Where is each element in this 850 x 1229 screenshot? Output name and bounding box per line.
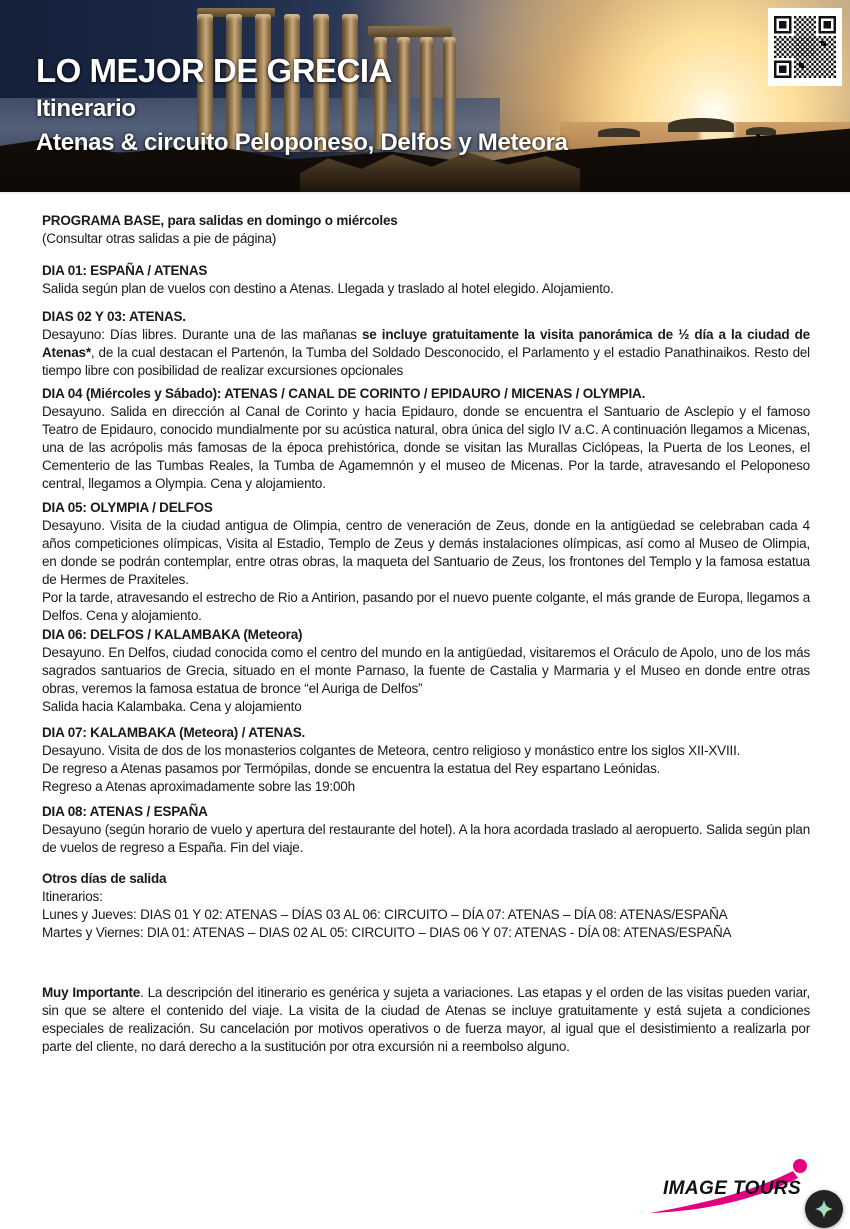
day-heading: DIA 01: ESPAÑA / ATENAS (42, 263, 208, 278)
day-section-08 (42, 803, 810, 857)
sparkle-icon (812, 1197, 836, 1221)
day-paragraph: Desayuno: Días libres. Durante una de las mañanas se incluye gratuitamente la visita panorámica de ½ día a la ciudad de Atenas*, de la cual destacan el Partenón, la Tumba del Soldado Desconocido, el Parlamento y el estadio Panathinaikos. Resto del tiempo libre con posibilidad de realizar excursiones opcionales (42, 327, 810, 378)
day-paragraph: Salida hacia Kalambaka. Cena y alojamiento (42, 699, 302, 714)
other-departures-heading: Otros días de salida (42, 871, 167, 886)
day-paragraph: De regreso a Atenas pasamos por Termópilas, donde se encuentra la estatua del Rey espartano Leónidas. (42, 761, 661, 776)
hero-text-block (36, 50, 568, 160)
itinerary-body (42, 212, 810, 1056)
day-paragraph: Salida según plan de vuelos con destino a Atenas. Llegada y traslado al hotel elegido. Alojamiento. (42, 281, 614, 296)
day-paragraph: Desayuno. Visita de la ciudad antigua de Olimpia, centro de veneración de Zeus, donde en la antigüedad se celebraban cada 4 años competiciones olímpicas, Visita al Estadio, Templo de Zeus y demás instalaciones olímpicas, así como al Museo de Olimpia, en donde se podrán contemplar, entre otras obras, la maqueta del Santuario de Zeus, los frontones del Templo y la famosa estatua de Hermes de Praxiteles. (42, 518, 810, 587)
day-heading: DIA 04 (Miércoles y Sábado): ATENAS / CANAL DE CORINTO / EPIDAURO / MICENAS / OLYMPIA. (42, 386, 646, 401)
page-subtitle-route: Atenas & circuito Peloponeso, Delfos y Meteora (36, 129, 568, 156)
island-silhouette (746, 127, 776, 135)
program-base-section (42, 212, 810, 248)
day-heading: DIA 05: OLYMPIA / DELFOS (42, 500, 213, 515)
day-paragraph: Desayuno. En Delfos, ciudad conocida como el centro del mundo en la antigüedad, visitaremos el Oráculo de Apolo, uno de los más sagrados santuarios de Grecia, situado en el monte Parnaso, la fuente de Castalia y Marmaria y el Museo en donde entre otras obras, veremos la famosa estatua de bronce “el Auriga de Delfos” (42, 645, 810, 696)
day-section-04 (42, 385, 810, 493)
other-departures-section (42, 870, 810, 942)
island-silhouette (598, 128, 640, 137)
important-note: Muy Importante. La descripción del itinerario es genérica y sujeta a variaciones. Las etapas y el orden de las visitas pueden variar, sin que se altere el contenido del viaje. La visita de la ciudad de Atenas se incluye gratuitamente y está sujeta a condiciones especiales de realización. Su cancelación por motivos operativos o de fuerza mayor, al igual que el desistimiento a realizarla por parte del cliente, no dará derecho a la sustitución por otra excursión ni a reembolso alguno. (42, 985, 810, 1054)
day-section-07 (42, 724, 810, 796)
program-base-note: (Consultar otras salidas a pie de página) (42, 231, 277, 246)
page-title: LO MEJOR DE GRECIA (36, 52, 392, 89)
day-heading: DIAS 02 Y 03: ATENAS. (42, 309, 186, 324)
day-heading: DIA 07: KALAMBAKA (Meteora) / ATENAS. (42, 725, 306, 740)
person-silhouette (640, 144, 644, 154)
brand-name: IMAGE TOURS (663, 1178, 802, 1199)
important-note-section (42, 984, 810, 1056)
day-section-05 (42, 499, 810, 625)
day-section-02-03 (42, 308, 810, 380)
day-paragraph: Desayuno. Salida en dirección al Canal de Corinto y hacia Epidauro, donde se encuentra el Santuario de Asclepio y el famoso Teatro de Epidauro, conocido mundialmente por su acústica natural, obra única del siglo IV a.C. A continuación llegamos a Micenas, una de las acrópolis más famosas de la época prehistórica, donde se visitan las Murallas Ciclópeas, la Puerta de los Leones, el Cementerio de las Tumbas Reales, la Tumba de Agamemnón y el museo de Micenas. Por la tarde, atravesando el Peloponeso central, llegamos a Olympia. Cena y alojamiento. (42, 404, 810, 491)
person-silhouette (756, 134, 760, 147)
hero-banner (0, 0, 850, 194)
sparkle-button[interactable] (805, 1190, 843, 1228)
program-base-heading: PROGRAMA BASE, para salidas en domingo o miércoles (42, 213, 398, 228)
other-departures-line: Martes y Viernes: DIA 01: ATENAS – DIAS 02 AL 05: CIRCUITO – DIAS 06 Y 07: ATENAS - DÍA 08: ATENAS/ESPAÑA (42, 925, 732, 940)
day-paragraph: Regreso a Atenas aproximadamente sobre las 19:00h (42, 779, 355, 794)
day-paragraph: Desayuno. Visita de dos de los monasterios colgantes de Meteora, centro religioso y monástico entre los siglos XII-XVIII. (42, 743, 741, 758)
other-departures-line: Itinerarios: (42, 889, 103, 904)
other-departures-line: Lunes y Jueves: DIAS 01 Y 02: ATENAS – DÍAS 03 AL 06: CIRCUITO – DÍA 07: ATENAS – DÍA 08: ATENAS/ESPAÑA (42, 907, 728, 922)
day-heading: DIA 08: ATENAS / ESPAÑA (42, 804, 208, 819)
day-paragraph: Desayuno (según horario de vuelo y apertura del restaurante del hotel). A la hora acordada traslado al aeropuerto. Salida según plan de vuelos de regreso a España. Fin del viaje. (42, 822, 810, 855)
day-heading: DIA 06: DELFOS / KALAMBAKA (Meteora) (42, 627, 303, 642)
qr-code-icon (768, 8, 842, 86)
page-subtitle-itinerario: Itinerario (36, 95, 136, 122)
island-silhouette (668, 118, 734, 132)
brand-logo (645, 1156, 820, 1218)
temple-beam (368, 26, 452, 37)
day-section-06 (42, 626, 810, 716)
day-paragraph: Por la tarde, atravesando el estrecho de Rio a Antirion, pasando por el nuevo puente colgante, el más grande de Europa, llegamos a Delfos. Cena y alojamiento. (42, 590, 810, 623)
day-section-01 (42, 262, 810, 298)
